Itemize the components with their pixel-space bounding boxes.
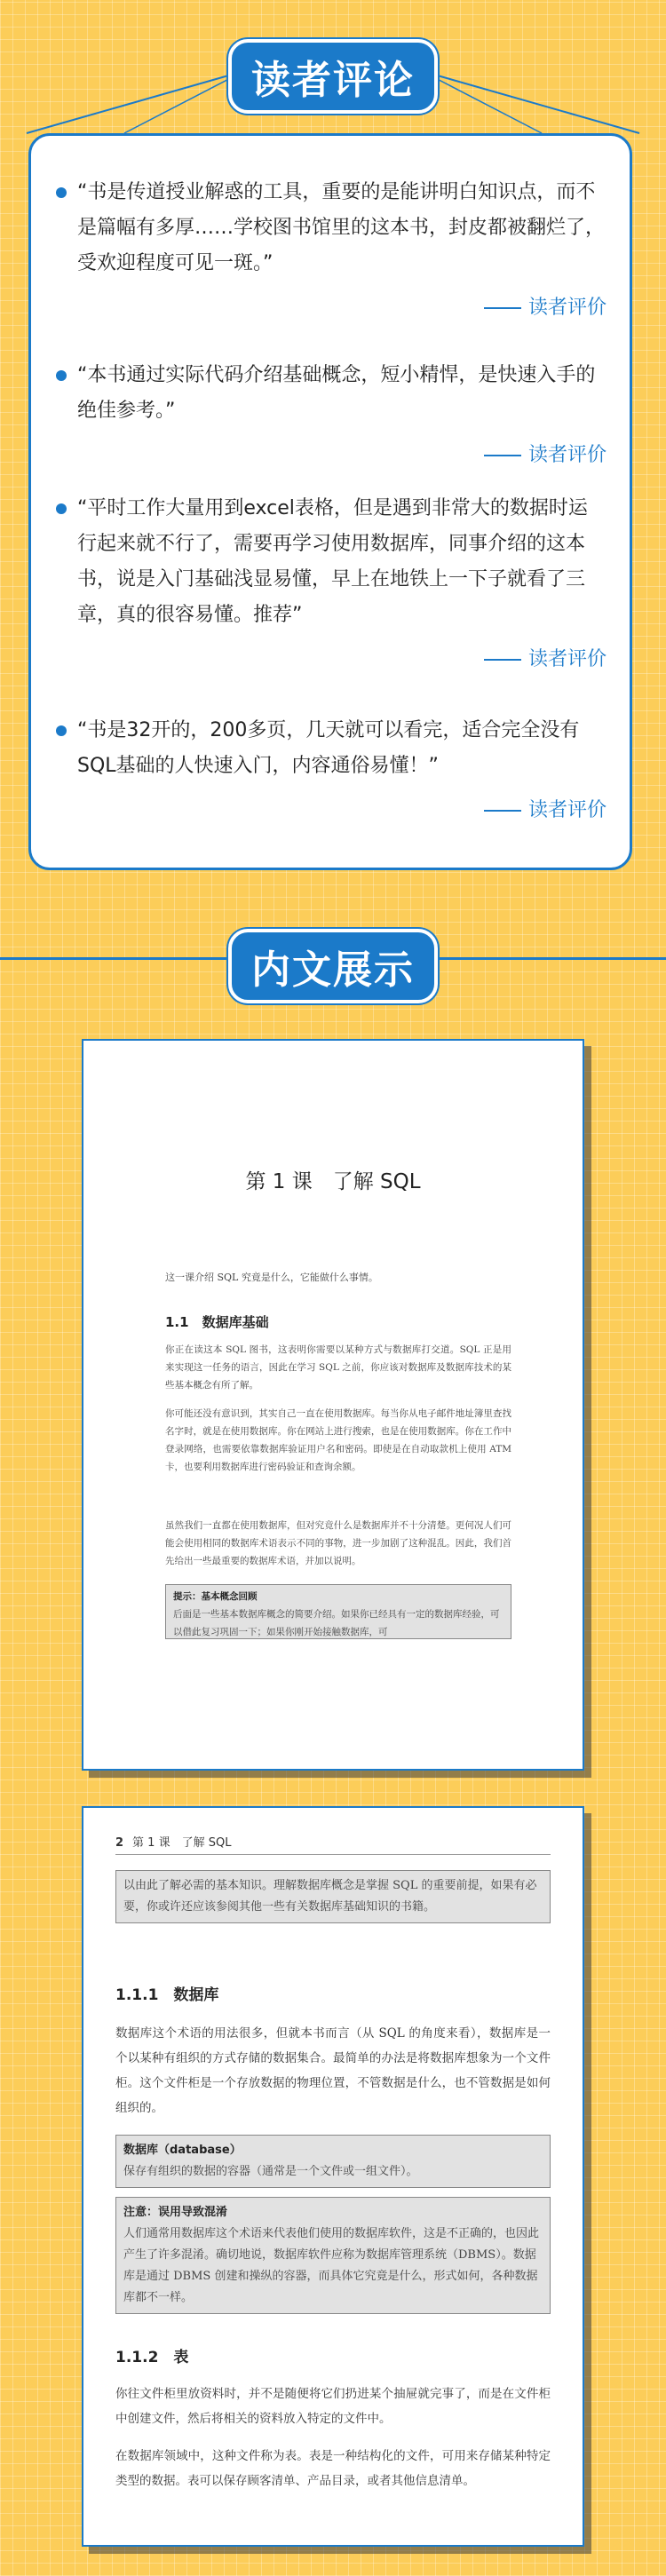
subsection-heading: 1.1.2 表 <box>115 2349 189 2366</box>
review-attribution: 读者评价 <box>56 644 607 671</box>
review-attribution: 读者评价 <box>56 440 607 467</box>
dash-icon <box>484 659 521 661</box>
section-heading: 1.1 数据库基础 <box>165 1314 269 1330</box>
tip-box <box>165 1584 511 1639</box>
running-head-rule <box>115 1854 551 1855</box>
body-paragraph: 在数据库领域中，这种文件称为表。表是一种结构化的文件，可用来存储某种特定类型的数据。表可以保存顾客清单、产品目录，或者其他信息清单。 <box>115 2449 551 2488</box>
body-paragraph: 数据库这个术语的用法很多，但就本书而言（从 SQL 的角度来看），数据库是一个以某种有组织的方式存储的数据集合。最简单的办法是将数据库想象为一个文件柜。这个文件柜是一个存放数据的物理位置，不管数据是什么，也不管数据是如何组织的。 <box>115 2026 551 2115</box>
review-attribution: 读者评价 <box>56 292 607 320</box>
dash-icon <box>484 810 521 812</box>
dash-icon <box>484 455 521 456</box>
review-text: “平时工作大量用到excel表格，但是遇到非常大的数据时运行起来就不行了，需要再学习使用数据库，同事介绍的这本书，说是入门基础浅显易懂，早上在地铁上一下子就看了三章，真的很容易懂。推荐” <box>56 491 607 633</box>
review-text: “书是32开的，200多页，几天就可以看完，适合完全没有SQL基础的人快速入门，内容通俗易懂！” <box>56 713 607 784</box>
tip-body: 后面是一些基本数据库概念的简要介绍。如果你已经具有一定的数据库经验，可以借此复习巩固一下；如果你刚开始接触数据库，可 <box>173 1609 500 1637</box>
body-paragraph: 虽然我们一直都在使用数据库，但对究竟什么是数据库并不十分清楚。更何况人们可能会使用相同的数据库术语表示不同的事物，进一步加剧了这种混乱。因此，我们首先给出一些最重要的数据库术语，并加以说明。 <box>165 1520 511 1566</box>
note-box <box>115 2197 551 2314</box>
running-head-title: 第 1 课 了解 SQL <box>132 1836 232 1850</box>
body-paragraph: 你往文件柜里放资料时，并不是随便将它们扔进某个抽屉就完事了，而是在文件柜中创建文件，然后将相关的资料放入特定的文件中。 <box>115 2387 551 2426</box>
review-item <box>56 358 607 467</box>
review-text: “本书通过实际代码介绍基础概念，短小精悍，是快速入手的绝佳参考。” <box>56 358 607 429</box>
review-item <box>56 175 607 320</box>
body-paragraph: 你可能还没有意识到，其实自己一直在使用数据库。每当你从电子邮件地址簿里查找名字时，就是在使用数据库。你在网站上进行搜索，也是在使用数据库。你在工作中登录网络，也需要依靠数据库验证用户名和密码。即使是在自动取款机上使用 ATM 卡，也要利用数据库进行密码验证和查询余额。 <box>165 1408 511 1472</box>
tip-box-continued: 以由此了解必需的基本知识。理解数据库概念是掌握 SQL 的重要前提，如果有必要，你或许还应该参阅其他一些有关数据库基础知识的书籍。 <box>115 1870 551 1923</box>
definition-heading: 数据库（database） <box>123 2144 242 2157</box>
review-text: “书是传道授业解惑的工具，重要的是能讲明白知识点，而不是篇幅有多厚……学校图书馆里的这本书，封皮都被翻烂了，受欢迎程度可见一斑。” <box>56 175 607 281</box>
review-attribution: 读者评价 <box>56 795 607 822</box>
note-body: 人们通常用数据库这个术语来代表他们使用的数据库软件，这是不正确的，也因此产生了许多混淆。确切地说，数据库软件应称为数据库管理系统（DBMS）。数据库是通过 DBMS 创建和操纵的容器，而具体它究竟是什么，形式如何，各种数据库都不一样。 <box>123 2227 540 2304</box>
subsection-heading: 1.1.1 数据库 <box>115 1986 219 2004</box>
preview-section-title: 内文展示 <box>228 929 438 1003</box>
review-item <box>56 713 607 822</box>
definition-body: 保存有组织的数据的容器（通常是一个文件或一组文件）。 <box>123 2165 418 2178</box>
running-head <box>115 1833 231 1850</box>
reviews-section-title: 读者评论 <box>228 39 438 114</box>
chapter-intro: 这一课介绍 SQL 究竟是什么，它能做什么事情。 <box>165 1272 378 1283</box>
book-page-1 <box>82 1039 584 1771</box>
note-heading: 注意：误用导致混淆 <box>123 2206 228 2219</box>
review-item <box>56 491 607 671</box>
definition-box <box>115 2135 551 2188</box>
body-paragraph: 你正在读这本 SQL 图书，这表明你需要以某种方式与数据库打交道。SQL 正是用来实现这一任务的语言，因此在学习 SQL 之前，你应该对数据库及数据库技术的某些基本概念有所了解。 <box>165 1344 511 1391</box>
book-page-2 <box>82 1806 584 2547</box>
reviews-card <box>28 133 632 870</box>
chapter-title: 第 1 课 了解 SQL <box>245 1170 421 1193</box>
page-number: 2 <box>115 1836 124 1850</box>
dash-icon <box>484 307 521 309</box>
tip-heading: 提示：基本概念回顾 <box>173 1591 258 1602</box>
